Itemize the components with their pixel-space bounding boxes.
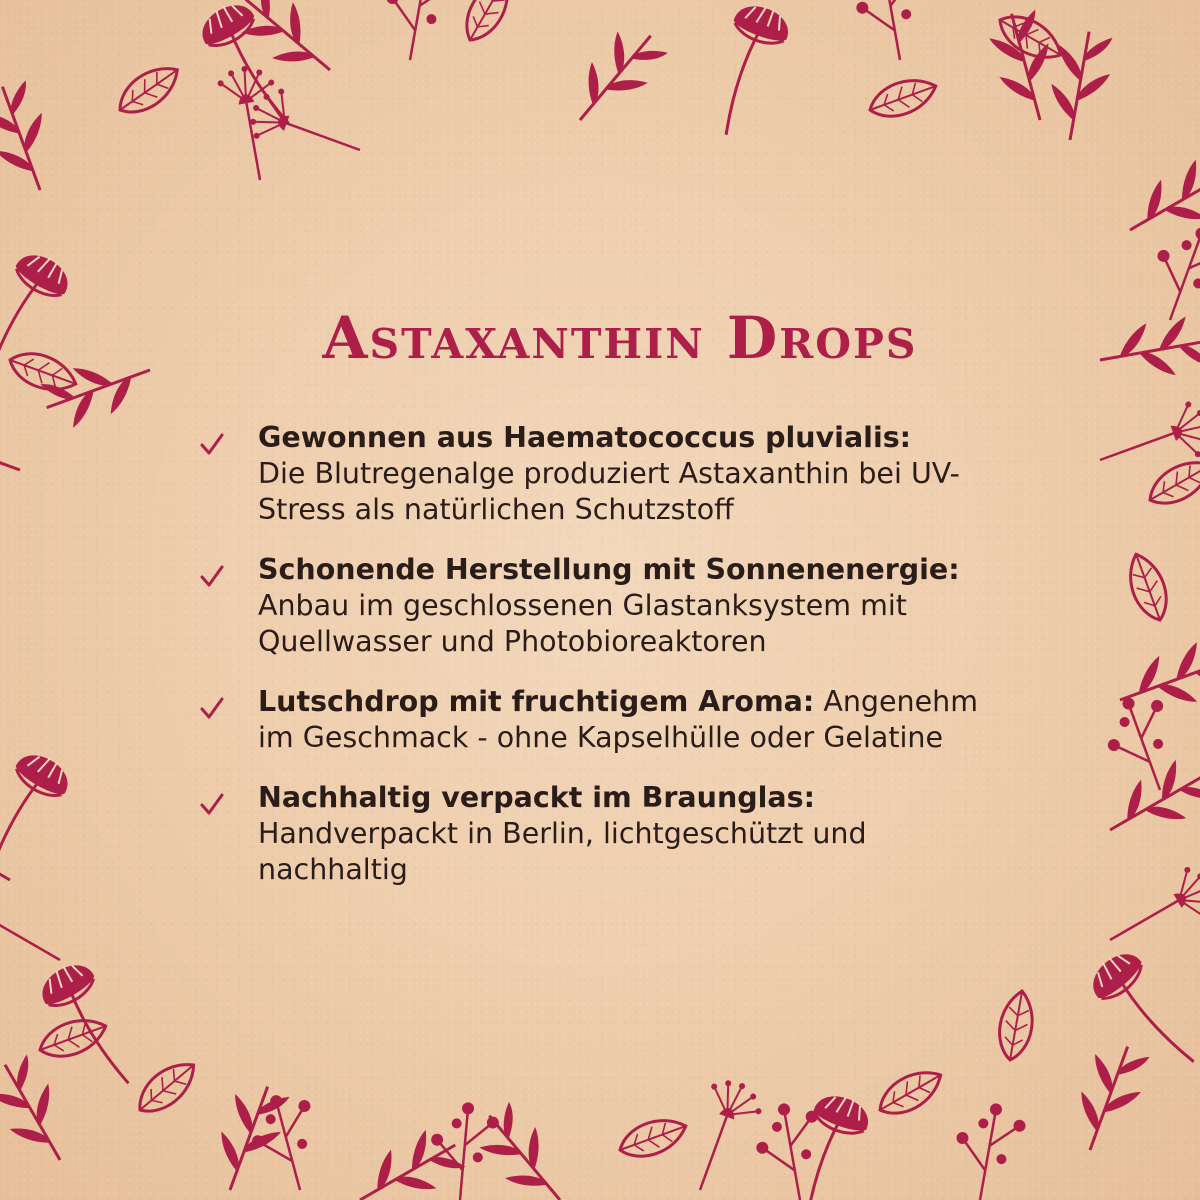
benefit-heading: Lutschdrop mit fruchtigem Aroma: (258, 685, 815, 718)
benefit-text: Die Blutregenalge produziert Astaxanthin bei UV-Stress als natürlichen Schutzstoff (258, 457, 960, 526)
list-item (196, 780, 1016, 888)
benefit-heading: Nachhaltig verpackt im Braunglas: (258, 781, 816, 814)
product-title: Astaxanthin Drops (322, 304, 918, 372)
checkmark-icon (200, 696, 224, 720)
benefit-text: Angenehm im Geschmack - ohne Kapselhülle oder Gelatine (258, 685, 978, 754)
list-item (196, 684, 1016, 756)
benefit-heading: Gewonnen aus Haematococcus pluvialis: (258, 421, 912, 454)
benefit-heading: Schonende Herstellung mit Sonnenenergie: (258, 553, 960, 586)
list-item (196, 420, 1016, 528)
benefit-list (196, 420, 1016, 912)
list-item (196, 552, 1016, 660)
checkmark-icon (200, 432, 224, 456)
checkmark-icon (200, 564, 224, 588)
benefit-text: Anbau im geschlossenen Glastanksystem mit Quellwasser und Photobioreaktoren (258, 589, 907, 658)
checkmark-icon (200, 792, 224, 816)
benefit-text: Handverpackt in Berlin, lichtgeschützt und nachhaltig (258, 817, 867, 886)
